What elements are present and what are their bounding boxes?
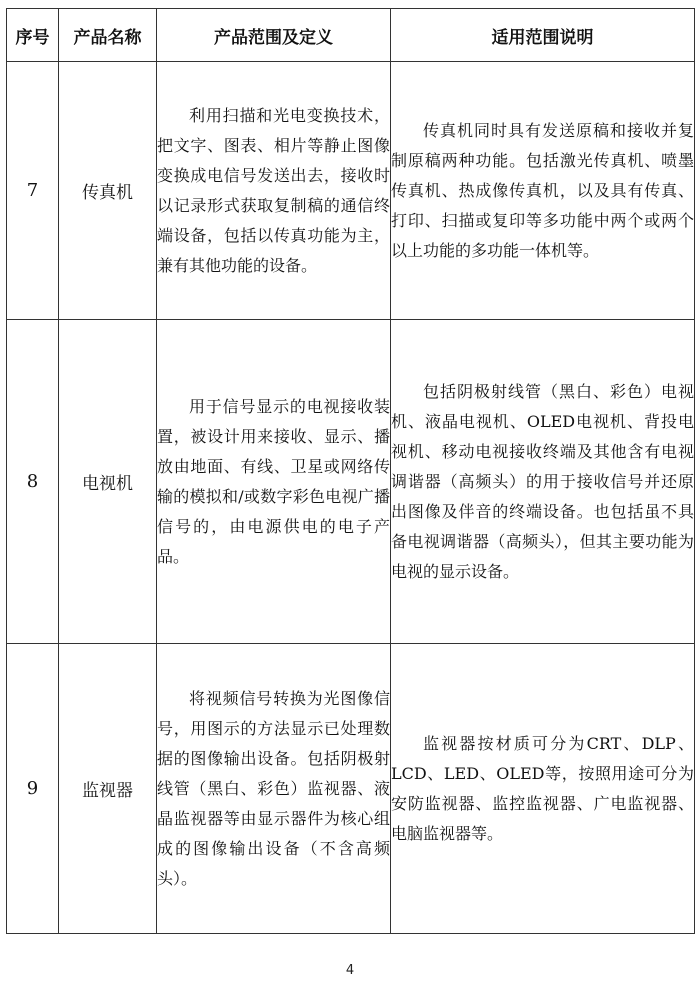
page-number: 4 (345, 963, 355, 978)
row-product-name: 监视器 (59, 644, 157, 934)
row-product-name: 传真机 (59, 62, 157, 320)
row-definition: 将视频信号转换为光图像信号，用图示的方法显示已处理数据的图像输出设备。包括阴极射线管（黑白、彩色）监视器、液晶监视器等由显示器件为核心组成的图像输出设备（不含高频头）。 (157, 644, 391, 934)
product-spec-table (6, 8, 695, 934)
table-row (7, 62, 695, 320)
table-row (7, 644, 695, 934)
row-number: 9 (7, 644, 59, 934)
header-number: 序号 (7, 9, 59, 62)
header-product-name: 产品名称 (59, 9, 157, 62)
row-definition: 利用扫描和光电变换技术，把文字、图表、相片等静止图像变换成电信号发送出去，接收时以记录形式获取复制稿的通信终端设备，包括以传真功能为主，兼有其他功能的设备。 (157, 62, 391, 320)
table-row (7, 320, 695, 644)
row-number: 7 (7, 62, 59, 320)
row-definition: 用于信号显示的电视接收装置，被设计用来接收、显示、播放由地面、有线、卫星或网络传输的模拟和/或数字彩色电视广播信号的，由电源供电的电子产品。 (157, 320, 391, 644)
table-header-row (7, 9, 695, 62)
row-number: 8 (7, 320, 59, 644)
row-scope: 监视器按材质可分为CRT、DLP、LCD、LED、OLED等，按照用途可分为安防监视器、监控监视器、广电监视器、电脑监视器等。 (391, 644, 695, 934)
header-scope: 适用范围说明 (391, 9, 695, 62)
row-scope: 包括阴极射线管（黑白、彩色）电视机、液晶电视机、OLED电视机、背投电视机、移动电视接收终端及其他含有电视调谐器（高频头）的用于接收信号并还原出图像及伴音的终端设备。也包括虽不具备电视调谐器（高频头），但其主要功能为电视的显示设备。 (391, 320, 695, 644)
row-product-name: 电视机 (59, 320, 157, 644)
header-definition: 产品范围及定义 (157, 9, 391, 62)
row-scope: 传真机同时具有发送原稿和接收并复制原稿两种功能。包括激光传真机、喷墨传真机、热成像传真机，以及具有传真、打印、扫描或复印等多功能中两个或两个以上功能的多功能一体机等。 (391, 62, 695, 320)
